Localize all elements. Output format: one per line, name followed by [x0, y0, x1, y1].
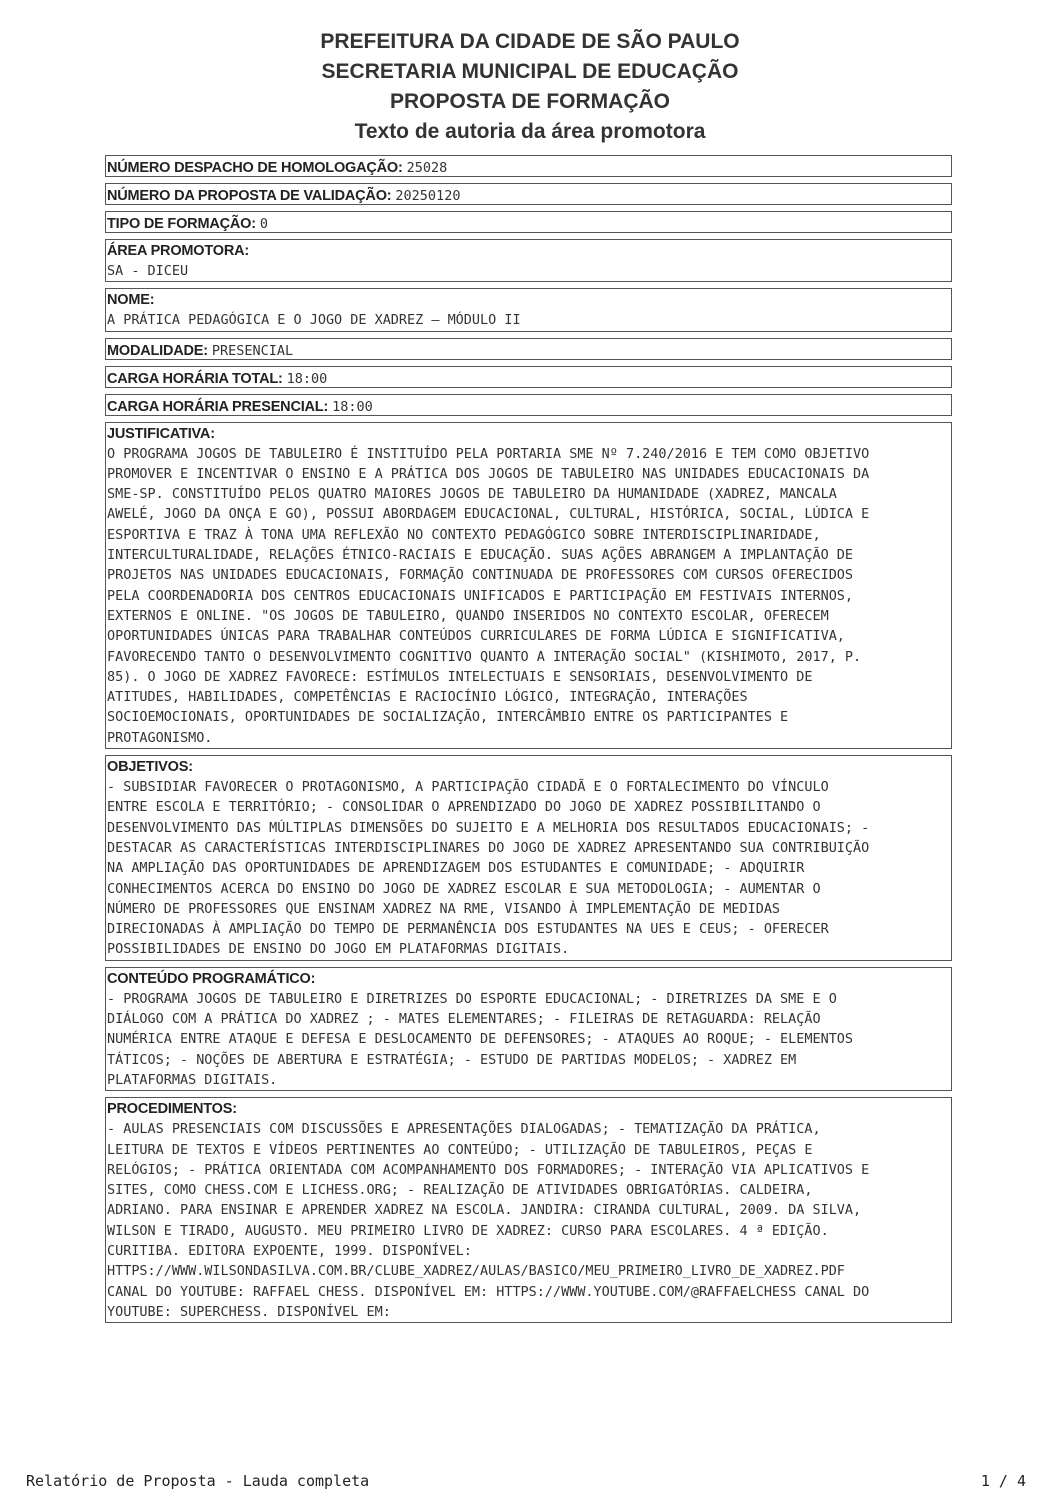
- field-label: NÚMERO DESPACHO DE HOMOLOGAÇÃO:: [107, 160, 403, 176]
- field-label: CARGA HORÁRIA PRESENCIAL:: [107, 398, 329, 415]
- field-carga-presencial: [105, 394, 952, 416]
- field-label: NOME:: [107, 292, 155, 309]
- field-value: - AULAS PRESENCIAIS COM DISCUSSÕES E APRESENTAÇÕES DIALOGADAS; - TEMATIZAÇÃO DA PRÁTICA, LEITURA DE TEXTOS E VÍDEOS PERTINENTES AO CONTEÚDO; - UTILIZAÇÃO DE TABULEIROS, PEÇAS E RELÓGIOS; - PRÁTICA ORIENTADA COM ACOMPANHAMENTO DOS FORMADORES; - INTERAÇÃO VIA APLICATIVOS E SITES, COMO CHESS.COM E LICHESS.ORG; - REALIZAÇÃO DE ATIVIDADES OBRIGATÓRIAS. CALDEIRA, ADRIANO. PARA ENSINAR E APRENDER XADREZ NA ESCOLA. JANDIRA: CIRANDA CULTURAL, 2009. DA SILVA, WILSON E TIRADO, AUGUSTO. MEU PRIMEIRO LIVRO DE XADREZ: CURSO PARA ESCOLARES. 4 ª EDIÇÃO. CURITIBA. EDITORA EXPOENTE, 1999. DISPONÍVEL: HTTPS://WWW.WILSONDASILVA.COM.BR/CLUBE_XADREZ/AULAS/BASICO/MEU_PRIMEIRO_LIVRO_DE_XADREZ.PDF CANAL DO YOUTUBE: RAFFAEL CHESS. DISPONÍVEL EM: HTTPS://WWW.YOUTUBE.COM/@RAFFAELCHESS CANAL DO YOUTUBE: SUPERCHESS. DISPONÍVEL EM:: [107, 1121, 870, 1320]
- field-area-promotora: [105, 239, 952, 282]
- field-value: O PROGRAMA JOGOS DE TABULEIRO É INSTITUÍDO PELA PORTARIA SME Nº 7.240/2016 E TEM COMO OBJETIVO PROMOVER E INCENTIVAR O ENSINO E A PRÁTICA DOS JOGOS DE TABULEIRO NAS UNIDADES EDUCACIONAIS DA SME-SP. CONSTITUÍDO PELOS QUATRO MAIORES JOGOS DE TABULEIRO DA HUMANIDADE (XADREZ, MANCALA AWELÉ, JOGO DA ONÇA E GO), POSSUI ABORDAGEM EDUCACIONAL, CULTURAL, HISTÓRICA, SOCIAL, LÚDICA E ESPORTIVA E TRAZ À TONA UMA REFLEXÃO NO CONTEXTO PEDAGÓGICO SOBRE INTERDISCIPLINARIDADE, INTERCULTURALIDADE, RELAÇÕES ÉTNICO-RACIAIS E EDUCAÇÃO. SUAS AÇÕES ABRANGEM A IMPLANTAÇÃO DE PROJETOS NAS UNIDADES EDUCACIONAIS, FORMAÇÃO CONTINUADA DE PROFESSORES COM CURSOS OFERECIDOS PELA COORDENADORIA DOS CENTROS EDUCACIONAIS UNIFICADOS E PARTICIPAÇÃO EM FESTIVAIS INTERNOS, EXTERNOS E ONLINE. "OS JOGOS DE TABULEIRO, QUANDO INSERIDOS NO CONTEXTO ESCOLAR, OFERECEM OPORTUNIDADES ÚNICAS PARA TRABALHAR CONTEÚDOS CURRICULARES DE FORMA LÚDICA E SIGNIFICATIVA, FAVORECENDO TANTO O DESENVOLVIMENTO COGNITIVO QUANTO A INTERAÇÃO SOCIAL" (KISHIMOTO, 2017, P. 85). O JOGO DE XADREZ FAVORECE: ESTÍMULOS INTELECTUAIS E SENSORIAIS, DESENVOLVIMENTO DE ATITUDES, HABILIDADES, COMPETÊNCIAS E RACIOCÍNIO LÓGICO, INTEGRAÇÃO, INTERAÇÕES SOCIOEMOCIONAIS, OPORTUNIDADES DE SOCIALIZAÇÃO, INTERCÂMBIO ENTRE OS PARTICIPANTES E PROTAGONISMO.: [107, 445, 870, 746]
- field-carga-total: [105, 366, 952, 388]
- field-label: OBJETIVOS:: [107, 759, 193, 776]
- field-value: - PROGRAMA JOGOS DE TABULEIRO E DIRETRIZES DO ESPORTE EDUCACIONAL; - DIRETRIZES DA SME E O DIÁLOGO COM A PRÁTICA DO XADREZ ; - MATES ELEMENTARES; - FILEIRAS DE RETAGUARDA: RELAÇÃO NUMÉRICA ENTRE ATAQUE E DEFESA E DESLOCAMENTO DE DEFENSORES; - ATAQUES AO ROQUE; - ELEMENTOS TÁTICOS; - NOÇÕES DE ABERTURA E ESTRATÉGIA; - ESTUDO DE PARTIDAS MODELOS; - XADREZ EM PLATAFORMAS DIGITAIS.: [107, 990, 854, 1088]
- field-value: - SUBSIDIAR FAVORECER O PROTAGONISMO, A PARTICIPAÇÃO CIDADÃ E O FORTALECIMENTO DO VÍNCULO ENTRE ESCOLA E TERRITÓRIO; - CONSOLIDAR O APRENDIZADO DO JOGO DE XADREZ POSSIBILITANDO O DESENVOLVIMENTO DAS MÚLTIPLAS DIMENSÕES DO SUJEITO E A MELHORIA DOS RESULTADOS EDUCACIONAIS; - DESTACAR AS CARACTERÍSTICAS INTERDISCIPLINARES DO JOGO DE XADREZ APRESENTANDO SUA CONTRIBUIÇÃO NA AMPLIAÇÃO DAS OPORTUNIDADES DE APRENDIZAGEM DOS ESTUDANTES E COMUNIDADE; - ADQUIRIR CONHECIMENTOS ACERCA DO ENSINO DO JOGO DE XADREZ ESCOLAR E SUA METODOLOGIA; - AUMENTAR O NÚMERO DE PROFESSORES QUE ENSINAM XADREZ NA RME, VISANDO À IMPLEMENTAÇÃO DE MEDIDAS DIRECIONADAS À AMPLIAÇÃO DO TEMPO DE PERMANÊNCIA DOS ESTUDANTES NA UES E CEUS; - OFERECER POSSIBILIDADES DE ENSINO DO JOGO EM PLATAFORMAS DIGITAIS.: [107, 779, 870, 958]
- field-label: PROCEDIMENTOS:: [107, 1101, 237, 1118]
- header-secretaria: SECRETARIA MUNICIPAL DE EDUCAÇÃO: [321, 60, 739, 83]
- field-label: NÚMERO DA PROPOSTA DE VALIDAÇÃO:: [107, 188, 392, 204]
- field-procedimentos: [105, 1097, 952, 1323]
- field-value: SA - DICEU: [107, 263, 189, 279]
- field-label: MODALIDADE:: [107, 342, 208, 359]
- field-value: 25028: [406, 160, 448, 176]
- field-value: 18:00: [332, 398, 373, 415]
- header-autoria: Texto de autoria da área promotora: [354, 120, 706, 143]
- field-nome: [105, 288, 952, 331]
- field-proposta: [105, 183, 952, 205]
- field-objetivos: [105, 755, 952, 961]
- document-header: [0, 27, 1060, 147]
- field-label: JUSTIFICATIVA:: [107, 425, 215, 442]
- header-proposta: PROPOSTA DE FORMAÇÃO: [389, 90, 670, 113]
- field-label: ÁREA PROMOTORA:: [107, 243, 250, 259]
- field-label: CARGA HORÁRIA TOTAL:: [107, 370, 283, 387]
- footer-report-title: Relatório de Proposta - Lauda completa: [26, 1472, 370, 1490]
- field-label: TIPO DE FORMAÇÃO:: [107, 216, 256, 232]
- field-conteudo-programatico: [105, 967, 952, 1091]
- page-footer: [26, 1472, 1026, 1490]
- field-modalidade: [105, 338, 952, 360]
- page-number: 1 / 4: [980, 1472, 1026, 1490]
- field-despacho: [105, 155, 952, 177]
- field-value: PRESENCIAL: [211, 342, 294, 359]
- form-fields: [105, 155, 952, 1329]
- field-tipo: [105, 211, 952, 233]
- field-value: A PRÁTICA PEDAGÓGICA E O JOGO DE XADREZ – MÓDULO II: [107, 312, 521, 329]
- field-value: 0: [259, 216, 268, 232]
- field-value: 20250120: [395, 188, 461, 204]
- field-label: CONTEÚDO PROGRAMÁTICO:: [107, 970, 316, 987]
- field-justificativa: [105, 422, 952, 749]
- field-value: 18:00: [286, 370, 328, 387]
- header-prefeitura: PREFEITURA DA CIDADE DE SÃO PAULO: [320, 30, 740, 53]
